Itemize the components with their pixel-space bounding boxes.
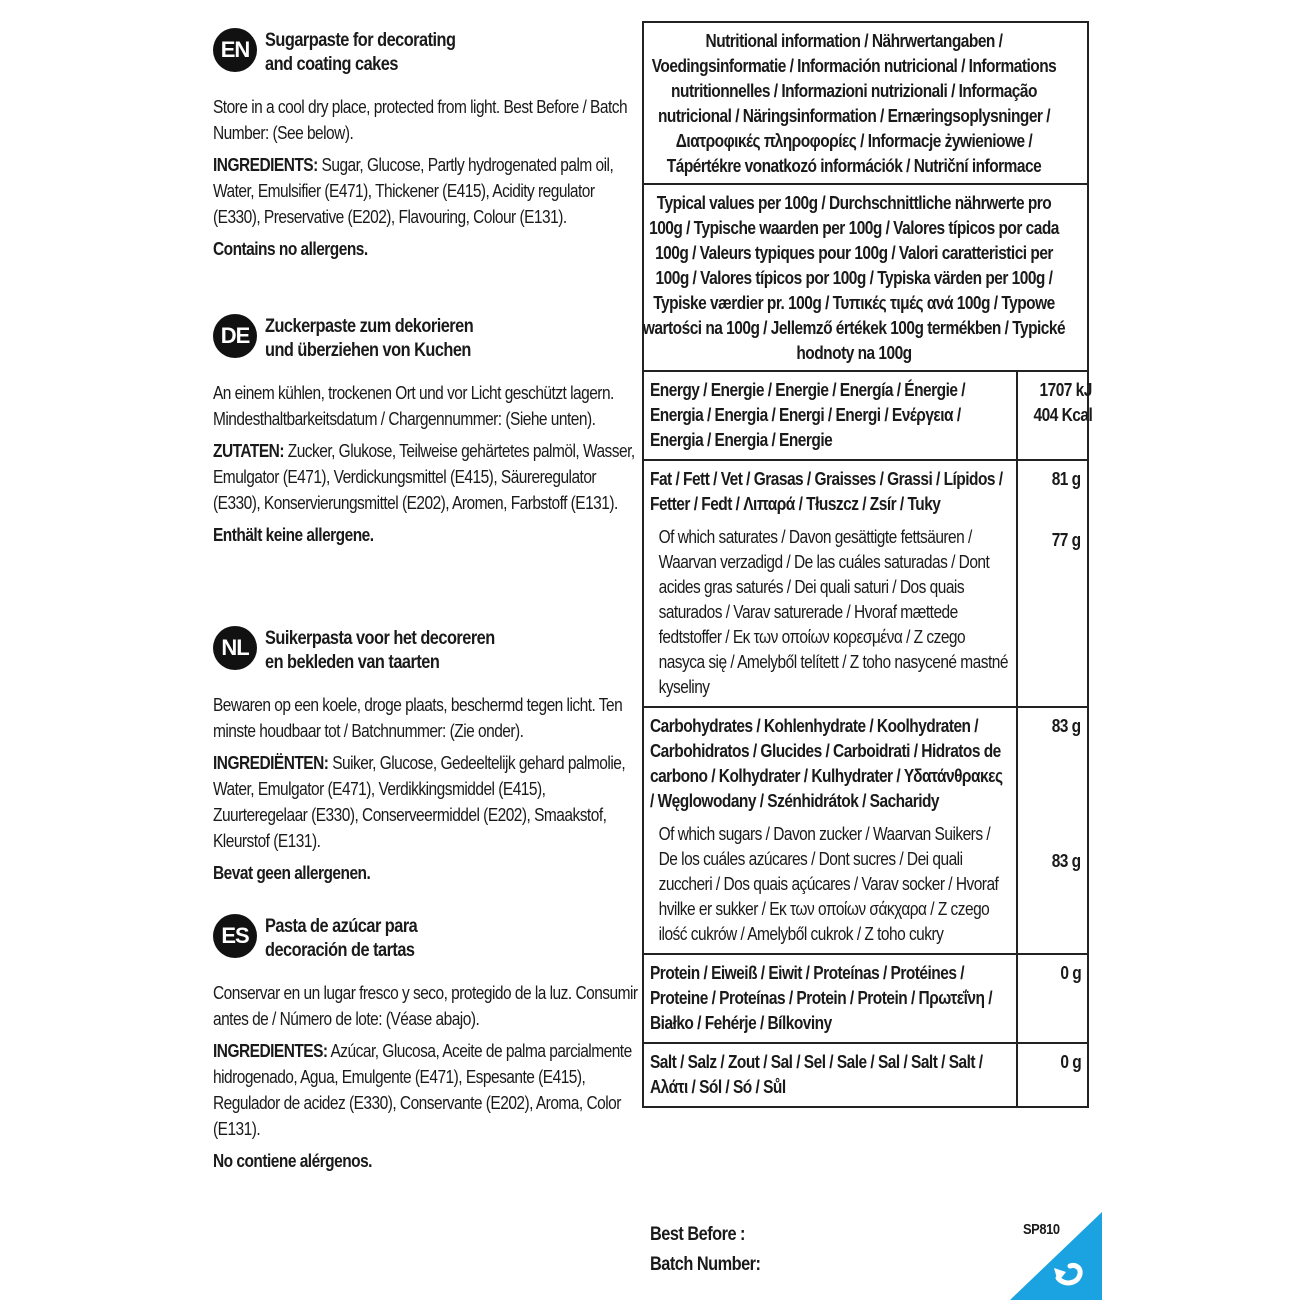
salt-value-cell bbox=[1018, 1044, 1087, 1106]
fat-label-cell bbox=[644, 461, 1018, 706]
ingredients-list: Zucker, Glukose, Teilweise gehärtetes palmöl, Wasser, Emulgator (E471), Verdickungsmittel (E415), Säureregulator (E330), Konservierungsmittel (E202), Aromen, Farbstoff (E131). bbox=[213, 441, 635, 513]
salt-label-cell bbox=[644, 1044, 1018, 1106]
ingredients-label: INGREDIENTES: bbox=[213, 1041, 328, 1061]
salt-row bbox=[644, 1044, 1087, 1106]
title-line-1: Pasta de azúcar para bbox=[265, 916, 418, 937]
section-nl bbox=[213, 626, 643, 886]
section-es bbox=[213, 914, 643, 1174]
energy-label: Energy / Energie / Energie / Energía / Énergie / Energia / Energia / Energi / Energi / Ενέργεια / Energia / Energia / Energie bbox=[650, 380, 966, 450]
storage-text: Conservar en un lugar fresco y seco, protegido de la luz. Consumir antes de / Número de lote: (Véase abajo). bbox=[213, 983, 638, 1029]
energy-label-cell bbox=[644, 372, 1018, 459]
sugars-value: 83 g bbox=[1052, 851, 1081, 871]
salt-label: Salt / Salz / Zout / Sal / Sel / Sale / Sal / Salt / Salt / Αλάτι / Sól / Só / Sůl bbox=[650, 1052, 983, 1097]
title-line-2: decoración de tartas bbox=[265, 940, 415, 961]
title-line-1: Sugarpaste for decorating bbox=[265, 30, 456, 51]
ingredients-text bbox=[213, 1038, 643, 1142]
energy-value-cell bbox=[1018, 372, 1098, 459]
language-badge: ES bbox=[213, 914, 257, 958]
allergen-statement: Contains no allergens. bbox=[213, 239, 368, 259]
carbohydrate-row bbox=[644, 708, 1087, 955]
section-heading bbox=[213, 914, 643, 974]
fat-value-cell bbox=[1018, 461, 1087, 706]
fat-value: 81 g bbox=[1052, 469, 1081, 489]
title-line-1: Suikerpasta voor het decoreren bbox=[265, 628, 495, 649]
ingredients-text bbox=[213, 438, 643, 516]
allergen-statement: Enthält keine allergene. bbox=[213, 525, 374, 545]
energy-row bbox=[644, 372, 1093, 461]
language-badge: NL bbox=[213, 626, 257, 670]
saturates-value: 77 g bbox=[1052, 530, 1081, 550]
title-line-1: Zuckerpaste zum dekorieren bbox=[265, 316, 474, 337]
carbohydrate-value: 83 g bbox=[1052, 716, 1081, 736]
product-code: SP810 bbox=[1023, 1221, 1060, 1238]
section-heading bbox=[213, 28, 643, 88]
ingredients-list: Suiker, Glucose, Gedeeltelijk gehard palmolie, Water, Emulgator (E471), Verdikkingsmiddel (E415), Zuurteregelaar (E330), Conserveermiddel (E202), Smaakstof, Kleurstof (E131). bbox=[213, 753, 626, 851]
storage-text: Store in a cool dry place, protected from light. Best Before / Batch Number: (See below). bbox=[213, 97, 628, 143]
title-line-2: en bekleden van taarten bbox=[265, 652, 440, 673]
fat-label: Fat / Fett / Vet / Grasas / Graisses / Grassi / Lípidos / Fetter / Fedt / Λιπαρά / Tłuszcz / Zsír / Tuky bbox=[650, 469, 1003, 514]
carbohydrate-label-cell bbox=[644, 708, 1018, 953]
product-title bbox=[265, 315, 473, 363]
nutrition-header bbox=[644, 23, 1087, 185]
ingredients-label: ZUTATEN: bbox=[213, 441, 284, 461]
ingredients-label: INGREDIËNTEN: bbox=[213, 753, 329, 773]
storage-text: Bewaren op een koele, droge plaats, beschermd tegen licht. Ten minste houdbaar tot / Batchnummer: (Zie onder). bbox=[213, 695, 623, 741]
protein-row bbox=[644, 955, 1087, 1044]
corner-triangle bbox=[1010, 1212, 1102, 1300]
section-heading bbox=[213, 314, 643, 374]
allergen-statement: Bevat geen allergenen. bbox=[213, 863, 371, 883]
batch-number-label: Batch Number: bbox=[650, 1254, 761, 1275]
section-heading bbox=[213, 626, 643, 686]
carbohydrate-label: Carbohydrates / Kohlenhydrate / Koolhydraten / Carbohidratos / Glucides / Carboidrati / Hidratos de carbono / Kolhydrater / Kulhydrater / Υδατάνθρακες / Węglowodany / Szénhidrátok / Sacharidy bbox=[650, 716, 1003, 811]
carbohydrate-value-cell bbox=[1018, 708, 1087, 953]
fat-row bbox=[644, 461, 1087, 708]
section-de bbox=[213, 314, 643, 548]
storage-text: An einem kühlen, trockenen Ort und vor Licht geschützt lagern. Mindesthaltbarkeitsdatum / Chargennummer: (Siehe unten). bbox=[213, 383, 614, 429]
ingredients-text bbox=[213, 152, 643, 230]
typical-values-header bbox=[644, 185, 1087, 372]
title-line-2: und überziehen von Kuchen bbox=[265, 340, 471, 361]
energy-kj: 1707 kJ bbox=[1039, 380, 1093, 400]
product-title bbox=[265, 29, 455, 77]
ingredients-list: Azúcar, Glucosa, Aceite de palma parcialmente hidrogenado, Agua, Emulgente (E471), Espesante (E415), Regulador de acidez (E330), Conservante (E202), Aroma, Color (E131). bbox=[213, 1041, 632, 1139]
best-before-label: Best Before : bbox=[650, 1224, 745, 1245]
ingredients-list: Sugar, Glucose, Partly hydrogenated palm oil, Water, Emulsifier (E471), Thickener (E415), Acidity regulator (E330), Preservative (E202), Flavouring, Colour (E131). bbox=[213, 155, 614, 227]
nutrition-header-text: Nutritional information / Nährwertangaben / Voedingsinformatie / Información nutricional / Informations nutritionnelles / Informazioni nutrizionali / Informação nutricional / Näringsinformation / Ernæringsoplysninger / Διατροφικές πληροφορίες / Informacje żywieniowe / Tápértékre vonatkozó információk / Nutriční informace bbox=[651, 31, 1057, 176]
nutrition-table bbox=[642, 21, 1093, 1108]
protein-label-cell bbox=[644, 955, 1018, 1042]
protein-value: 0 g bbox=[1060, 963, 1081, 983]
product-title bbox=[265, 915, 417, 963]
protein-value-cell bbox=[1018, 955, 1087, 1042]
protein-label: Protein / Eiweiß / Eiwit / Proteínas / Protéines / Proteine / Proteínas / Protein / Protein / Πρωτεΐνη / Białko / Fehérje / Bílkoviny bbox=[650, 963, 993, 1033]
energy-kcal: 404 Kcal bbox=[1033, 405, 1093, 425]
product-title bbox=[265, 627, 495, 675]
ingredients-text bbox=[213, 750, 643, 854]
section-en bbox=[213, 28, 643, 262]
ingredients-label: INGREDIENTS: bbox=[213, 155, 318, 175]
language-badge: DE bbox=[213, 314, 257, 358]
language-badge: EN bbox=[213, 28, 257, 72]
sugars-label: Of which sugars / Davon zucker / Waarvan Suikers / De los cuáles azúcares / Dont sucres / Dei quali zuccheri / Dos quais açúcares / Varav socker / Hvoraf hvilke er sukker / Εκ των οποίων σάκχαρα / Z czego ilość cukrów / Amelyből cukrok / Z toho cukry bbox=[658, 824, 999, 944]
saturates-label: Of which saturates / Davon gesättigte fettsäuren / Waarvan verzadigd / De las cuáles saturadas / Dont acides gras saturés / Dei quali saturi / Dos quais saturados / Varav saturerade / Hvoraf mættede fedtstoffer / Εκ των οποίων κορεσμένα / Z czego nasyca się / Amelyből telített / Z toho nasycené mastné kyseliny bbox=[658, 527, 1008, 697]
allergen-statement: No contiene alérgenos. bbox=[213, 1151, 372, 1171]
recycle-arrow-icon bbox=[1010, 1212, 1102, 1300]
salt-value: 0 g bbox=[1060, 1052, 1081, 1072]
typical-values-text: Typical values per 100g / Durchschnittliche nährwerte pro 100g / Typische waarden per 100g / Valores típicos por cada 100g / Valeurs typiques pour 100g / Valori caratteristici per 100g / Valores típicos por 100g / Typiska värden per 100g / Typiske værdier pr. 100g / Τυπικές τιμές ανά 100g / Typowe wartości na 100g / Jellemző értékek 100g termékben / Typické hodnoty na 100g bbox=[642, 193, 1066, 363]
title-line-2: and coating cakes bbox=[265, 54, 398, 75]
